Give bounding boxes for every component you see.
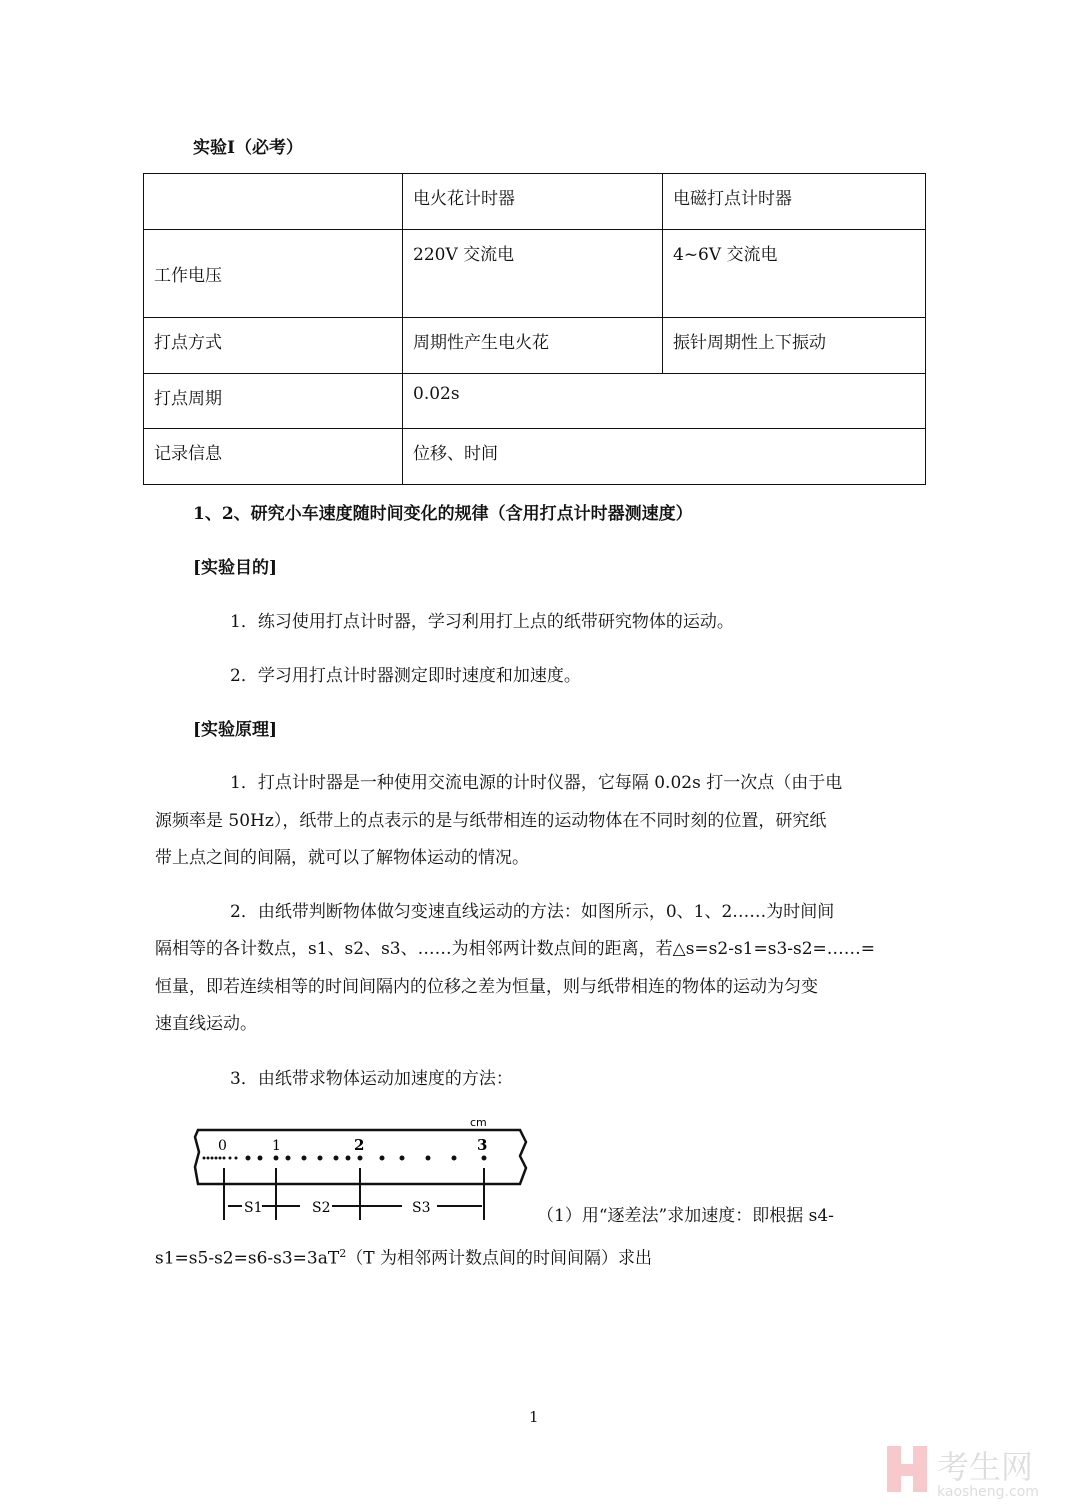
purpose-item: 2．学习用打点计时器测定即时速度和加速度。 xyxy=(230,666,581,686)
paragraph-line: （1）用“逐差法”求加速度：即根据 s4- xyxy=(537,1206,834,1226)
tape-dot xyxy=(211,1157,214,1160)
tape-dot xyxy=(203,1157,206,1160)
tape-dot xyxy=(207,1157,210,1160)
table-cell: 工作电压 xyxy=(144,230,403,318)
tape-dot xyxy=(215,1157,218,1160)
paragraph-line: 速直线运动。 xyxy=(155,1014,257,1034)
paragraph-line: 1．打点计时器是一种使用交流电源的计时仪器，它每隔 0.02s 打一次点（由于电 xyxy=(230,773,843,793)
span-label: S2 xyxy=(312,1200,331,1216)
tape-dot xyxy=(318,1156,323,1161)
count-mark: 3 xyxy=(477,1136,488,1154)
watermark-logo xyxy=(885,1440,1055,1505)
tape-dot xyxy=(246,1156,251,1161)
experiment-heading: 1、2、研究小车速度随时间变化的规律（含用打点计时器测速度） xyxy=(193,504,693,524)
tape-dot xyxy=(229,1157,232,1160)
count-mark: 2 xyxy=(354,1136,365,1154)
tape-dot xyxy=(426,1156,431,1161)
tape-dot xyxy=(380,1156,385,1161)
purpose-title: [实验目的] xyxy=(193,558,278,578)
tape-dot xyxy=(274,1156,279,1161)
table-cell: 0.02s xyxy=(403,374,926,429)
purpose-item: 1．练习使用打点计时器，学习利用打上点的纸带研究物体的运动。 xyxy=(230,612,734,632)
table-cell: 打点周期 xyxy=(144,374,403,429)
paragraph-line: 恒量，即若连续相等的时间间隔内的位移之差为恒量，则与纸带相连的物体的运动为匀变 xyxy=(155,977,818,997)
paragraph-line: 2．由纸带判断物体做匀变速直线运动的方法：如图所示，0、1、2……为时间间 xyxy=(230,902,835,922)
tape-dot xyxy=(482,1156,487,1161)
span-label: S3 xyxy=(412,1200,431,1216)
unit-label: cm xyxy=(470,1116,487,1129)
tape-dots xyxy=(203,1156,487,1161)
paragraph-line: 源频率是 50Hz），纸带上的点表示的是与纸带相连的运动物体在不同时刻的位置，研究纸 xyxy=(155,811,827,831)
table-row xyxy=(144,174,926,230)
principle-title: [实验原理] xyxy=(193,720,278,740)
table-row xyxy=(144,230,926,318)
tape-dot xyxy=(334,1156,339,1161)
table-cell xyxy=(144,174,403,230)
svg-text:考生网: 考生网 xyxy=(937,1448,1034,1486)
tape-dot xyxy=(400,1156,405,1161)
paragraph-line: 3．由纸带求物体运动加速度的方法： xyxy=(230,1069,513,1089)
tape-dot xyxy=(219,1157,222,1160)
timer-comparison-table xyxy=(143,173,926,485)
svg-text:kaosheng.com: kaosheng.com xyxy=(937,1484,1039,1500)
table-cell: 电磁打点计时器 xyxy=(663,174,926,230)
tape-dot xyxy=(235,1157,238,1160)
formula-note: （T 为相邻两计数点间的时间间隔）求出 xyxy=(346,1248,652,1269)
table-row xyxy=(144,429,926,485)
count-mark: 1 xyxy=(272,1138,281,1154)
paragraph-line: 隔相等的各计数点，s1、s2、s3、……为相邻两计数点间的距离，若△s=s2-s1=s3-s2=……= xyxy=(155,939,876,959)
table-cell: 振针周期性上下振动 xyxy=(663,318,926,374)
table-row xyxy=(144,374,926,429)
table-cell: 记录信息 xyxy=(144,429,403,485)
tape-dot xyxy=(258,1156,263,1161)
tape-dot xyxy=(286,1156,291,1161)
table-cell: 4~6V 交流电 xyxy=(663,230,926,318)
table-row xyxy=(144,318,926,374)
superscript: 2 xyxy=(339,1247,347,1260)
formula: s1=s5-s2=s6-s3=3aT xyxy=(155,1248,340,1269)
table-cell: 电火花计时器 xyxy=(403,174,663,230)
tape-dot xyxy=(452,1156,457,1161)
paragraph-line: 带上点之间的间隔，就可以了解物体运动的情况。 xyxy=(155,848,529,868)
table-cell: 位移、时间 xyxy=(403,429,926,485)
tape-dot xyxy=(302,1156,307,1161)
table-cell: 周期性产生电火花 xyxy=(403,318,663,374)
paragraph-line xyxy=(155,1243,652,1270)
ticker-tape-figure xyxy=(192,1112,532,1224)
tape-dot xyxy=(358,1156,363,1161)
section-title: 实验Ⅰ（必考） xyxy=(193,138,303,158)
count-mark: 0 xyxy=(218,1138,227,1154)
table-cell: 打点方式 xyxy=(144,318,403,374)
page-number: 1 xyxy=(529,1408,539,1426)
tape-dot xyxy=(223,1157,226,1160)
tape-dot xyxy=(346,1156,351,1161)
span-label: S1 xyxy=(244,1200,263,1216)
table-cell: 220V 交流电 xyxy=(403,230,663,318)
